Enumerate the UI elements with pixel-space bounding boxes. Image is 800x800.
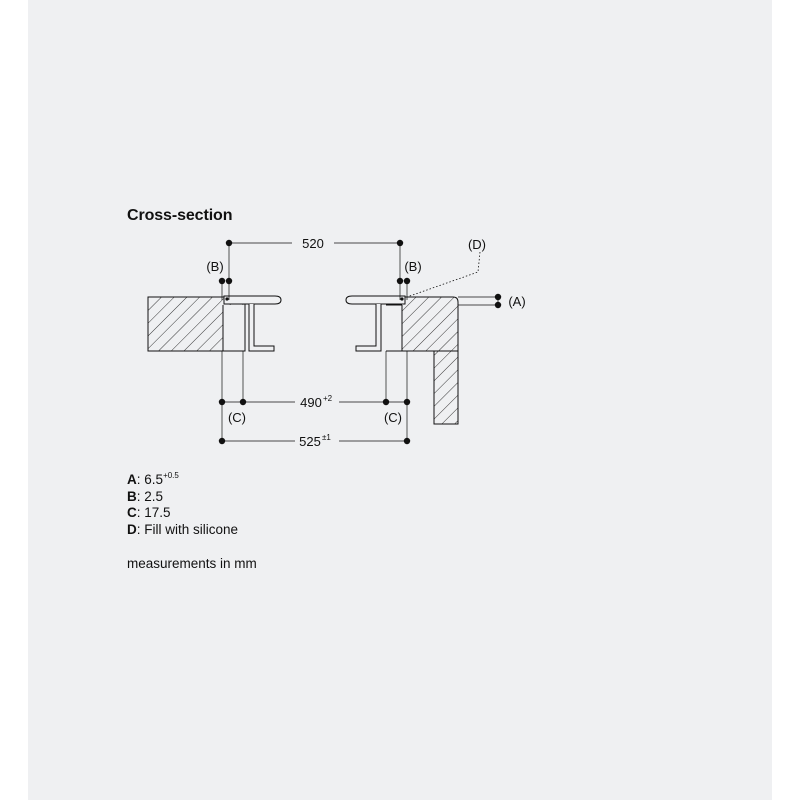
legend-item-c: C: 17.5 xyxy=(127,505,171,520)
dim-d-label: (D) xyxy=(467,237,487,252)
legend-item-b: B: 2.5 xyxy=(127,488,164,504)
dim-a-label: (A) xyxy=(508,294,526,309)
legend xyxy=(127,472,238,538)
dim-520-label: 520 xyxy=(302,236,324,251)
dim-490-tolerance: +2 xyxy=(323,394,333,403)
right-worktop xyxy=(386,297,458,351)
page-title: Cross-section xyxy=(127,207,233,224)
left-worktop xyxy=(148,297,245,351)
cabinet-side-panel xyxy=(434,351,458,424)
dim-b-left-label: (B) xyxy=(206,259,224,274)
units-note: measurements in mm xyxy=(127,556,257,571)
dim-c-left-label: (C) xyxy=(227,410,247,425)
legend-item-a: A: $6.5^{+0.5}$ xyxy=(127,471,179,487)
dim-490-label: 490 xyxy=(300,395,322,410)
dim-b-right-label: (B) xyxy=(404,259,422,274)
dim-c-right-label: (C) xyxy=(383,410,403,425)
dim-525-tolerance: ±1 xyxy=(322,433,331,442)
dim-525-label: 525 xyxy=(299,434,321,449)
legend-item-d: D: Fill with silicone xyxy=(127,521,239,537)
dimension-dots xyxy=(219,240,501,444)
